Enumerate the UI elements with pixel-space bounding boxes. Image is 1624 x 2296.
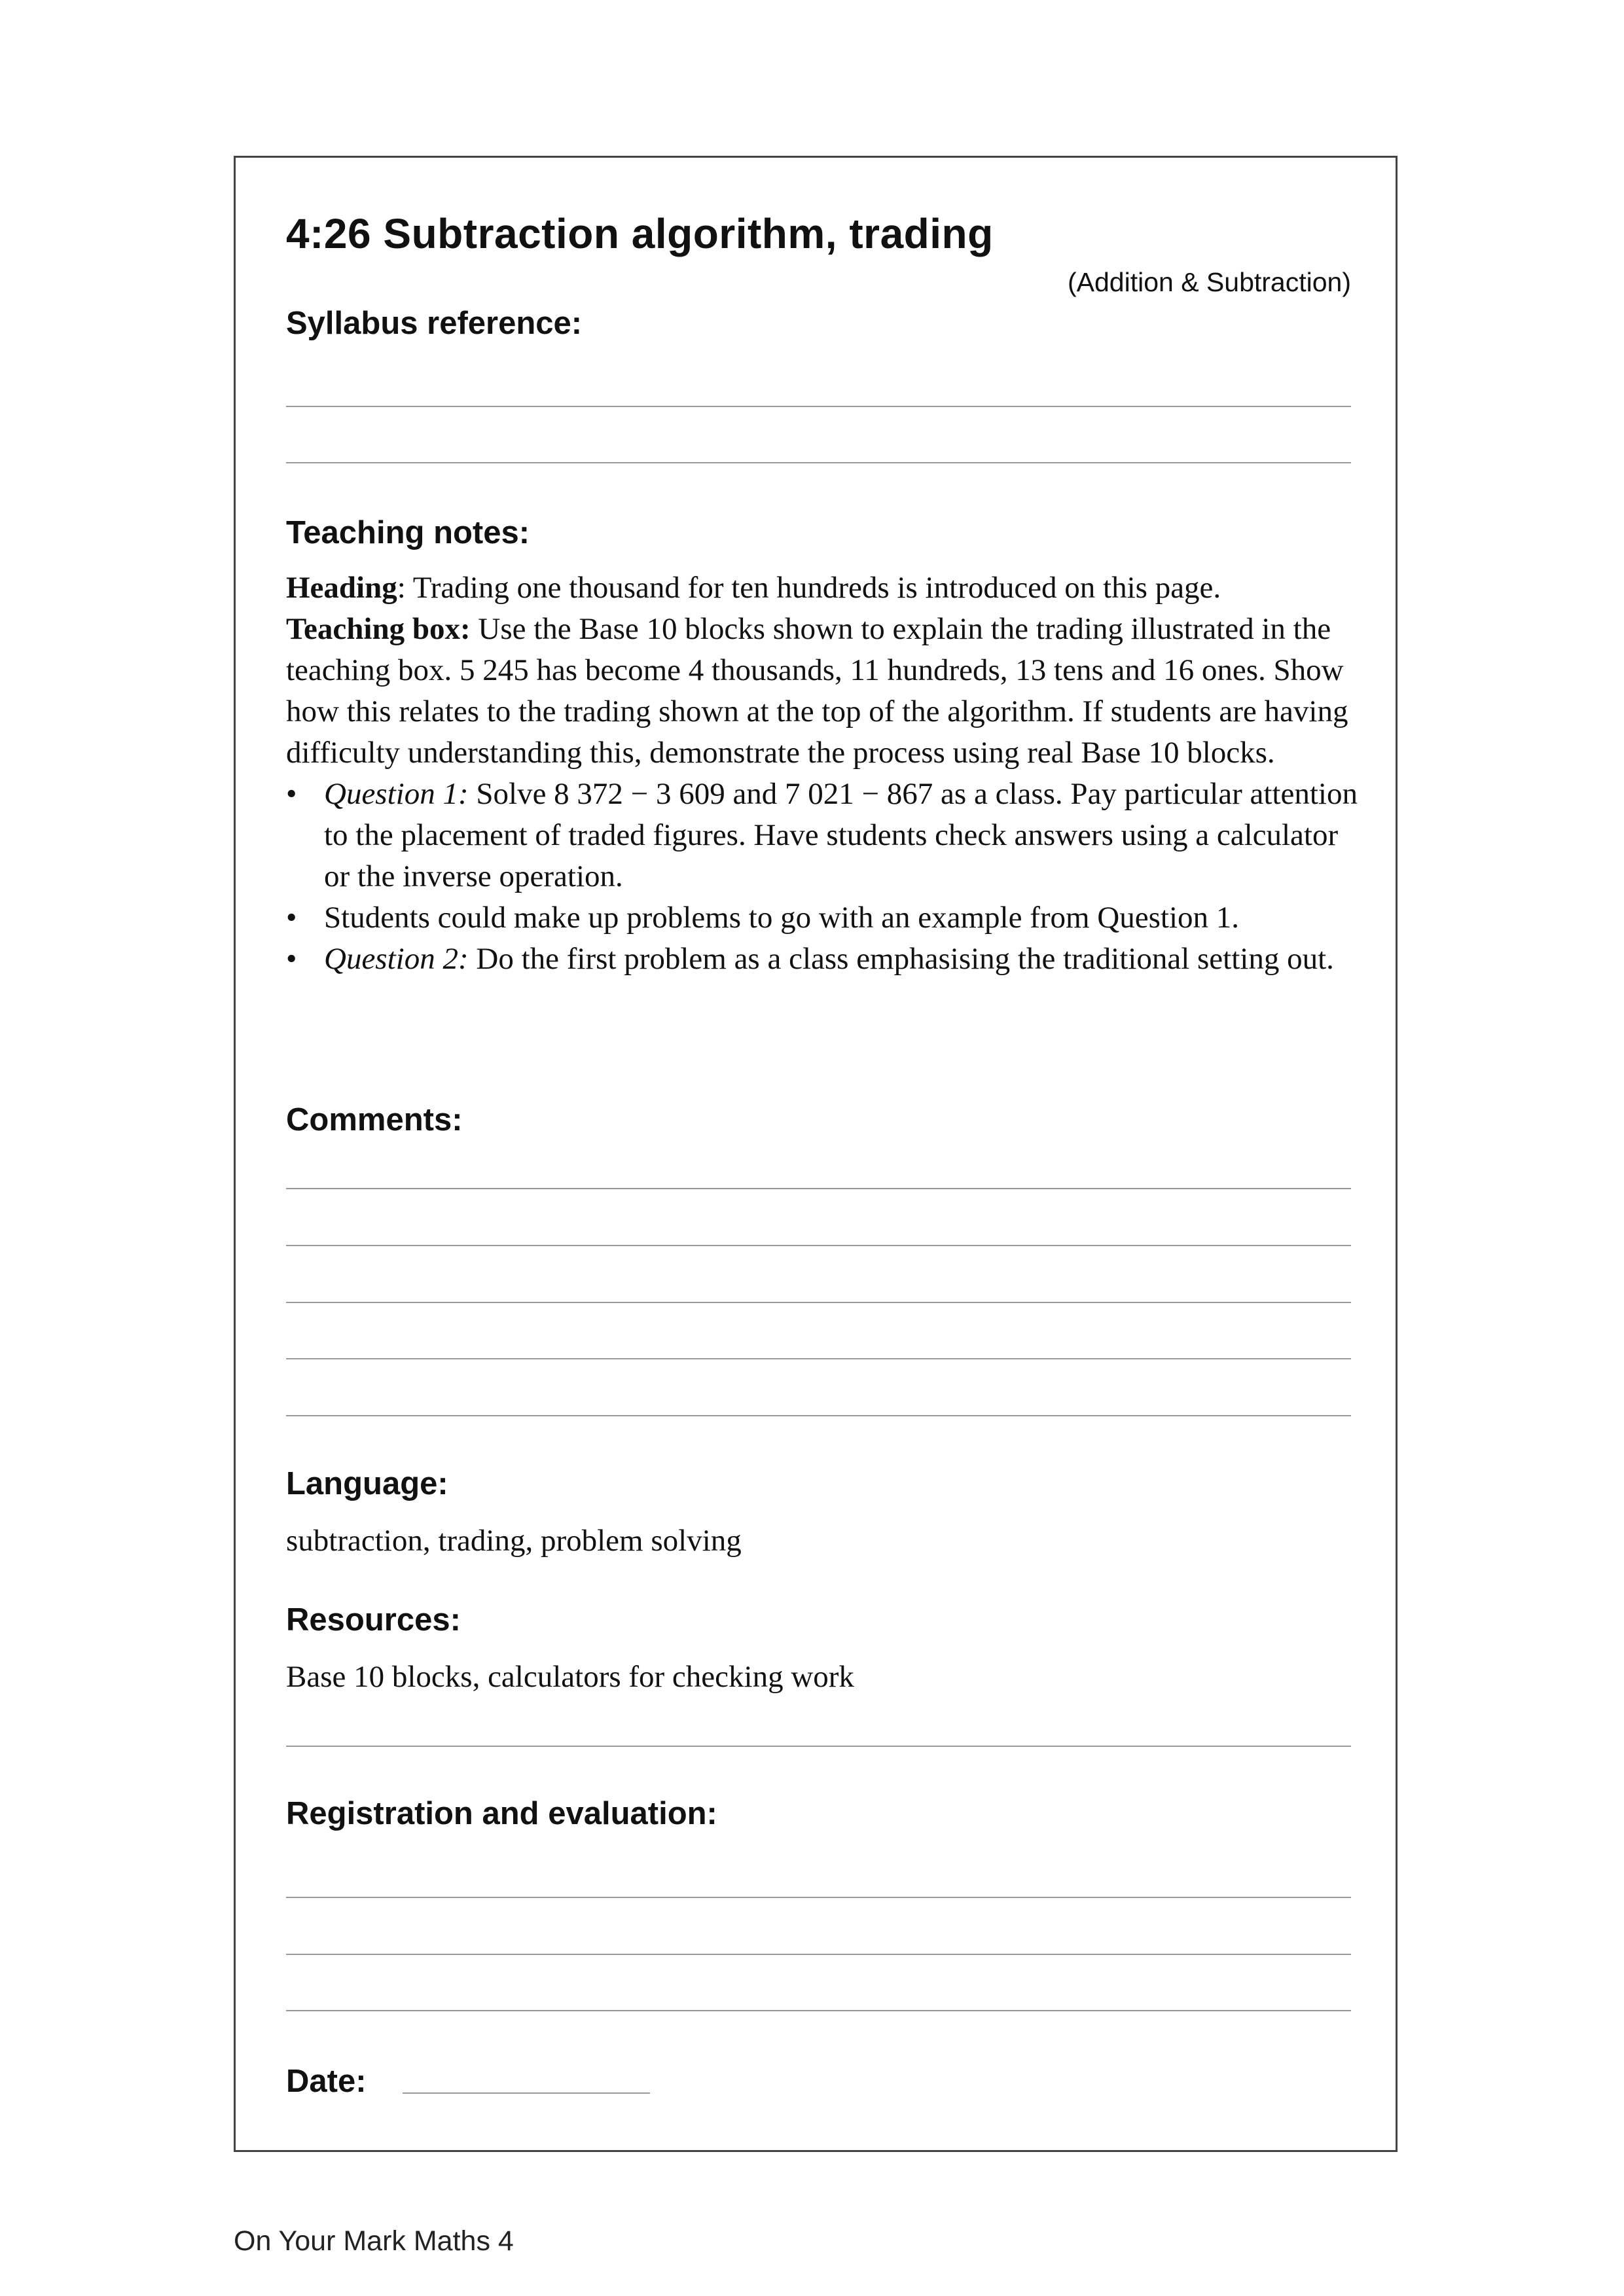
- question-2-text: Do the first problem as a class emphasising the traditional setting out.: [468, 942, 1334, 976]
- footer-book-title: On Your Mark Maths 4: [234, 2225, 514, 2257]
- writing-line: [286, 1897, 1351, 1898]
- question-1-text: Solve 8 372 − 3 609 and 7 021 − 867 as a class. Pay particular attention to the placement of traded figures. Have students check answers using a calculator or the inverse operation.: [324, 777, 1358, 893]
- syllabus-reference-heading: Syllabus reference:: [286, 306, 583, 341]
- resources-heading: Resources:: [286, 1602, 461, 1638]
- notes-frame: [234, 156, 1398, 2152]
- teaching-box-term: Teaching box:: [286, 612, 471, 646]
- heading-term: Heading: [286, 571, 397, 605]
- make-up-problems-text: Students could make up problems to go with an example from Question 1.: [324, 901, 1240, 935]
- list-item: [286, 774, 1366, 897]
- list-item: [286, 939, 1366, 980]
- teaching-box-text: Use the Base 10 blocks shown to explain the trading illustrated in the teaching box. 5 245 has become 4 thousands, 11 hundreds, 13 tens and 16 ones. Show how this relates to the trading shown at the top of the algorithm. If students are having difficulty understanding this, demonstrate the process using real Base 10 blocks.: [286, 612, 1348, 770]
- bullet-icon: •: [286, 942, 297, 976]
- list-item: [286, 897, 1366, 939]
- resources-text: Base 10 blocks, calculators for checking work: [286, 1660, 854, 1694]
- question-2-term: Question 2:: [324, 942, 469, 976]
- page-title: 4:26 Subtraction algorithm, trading: [286, 210, 994, 257]
- teaching-notes-list: [286, 774, 1366, 980]
- registration-evaluation-heading: Registration and evaluation:: [286, 1796, 717, 1831]
- question-1-term: Question 1:: [324, 777, 469, 811]
- teaching-notes-heading: Teaching notes:: [286, 515, 530, 550]
- writing-line: [286, 1954, 1351, 1955]
- comments-heading: Comments:: [286, 1102, 463, 1138]
- teaching-box-note: [286, 609, 1366, 774]
- date-label: Date:: [286, 2064, 367, 2099]
- heading-note: [286, 567, 1366, 609]
- writing-line: [286, 1245, 1351, 1246]
- date-line: [403, 2092, 650, 2094]
- writing-line: [286, 2010, 1351, 2011]
- teaching-notes-body: [286, 567, 1366, 980]
- writing-line: [286, 406, 1351, 407]
- bullet-icon: •: [286, 901, 297, 935]
- writing-line: [286, 1746, 1351, 1747]
- heading-text: : Trading one thousand for ten hundreds is introduced on this page.: [397, 571, 1221, 605]
- language-heading: Language:: [286, 1466, 448, 1501]
- bullet-icon: •: [286, 777, 297, 811]
- writing-line: [286, 1188, 1351, 1189]
- language-text: subtraction, trading, problem solving: [286, 1524, 742, 1558]
- writing-line: [286, 1302, 1351, 1303]
- strand-label: (Addition & Subtraction): [1067, 267, 1351, 297]
- writing-line: [286, 1358, 1351, 1359]
- writing-line: [286, 462, 1351, 463]
- writing-line: [286, 1415, 1351, 1416]
